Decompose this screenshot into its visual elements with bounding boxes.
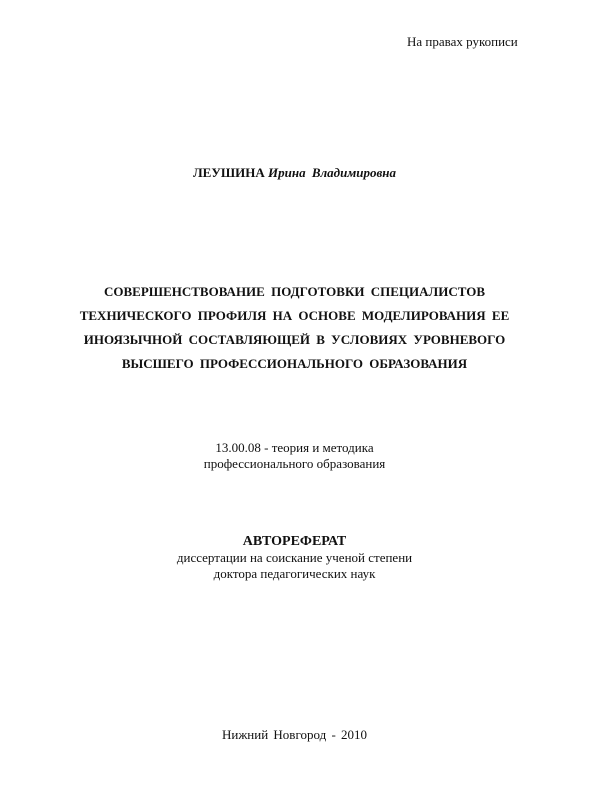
place-and-year: Нижний Новгород - 2010	[221, 727, 368, 742]
author-surname: ЛЕУШИНА	[192, 165, 265, 180]
specialty-code	[0, 440, 589, 472]
manuscript-rights-note: На правах рукописи	[407, 34, 518, 49]
title-line: ТЕХНИЧЕСКОГО ПРОФИЛЯ НА ОСНОВЕ МОДЕЛИРОВАНИЯ ЕЕ	[79, 308, 510, 323]
author-name	[0, 165, 589, 181]
abstract-block	[0, 533, 589, 582]
abstract-heading: АВТОРЕФЕРАТ	[242, 534, 347, 549]
title-line: ВЫСШЕГО ПРОФЕССИОНАЛЬНОГО ОБРАЗОВАНИЯ	[121, 356, 468, 371]
abstract-line-1: диссертации на соискание ученой степени	[176, 550, 413, 565]
author-given-names: Ирина Владимировна	[268, 165, 397, 180]
title-line: СОВЕРШЕНСТВОВАНИЕ ПОДГОТОВКИ СПЕЦИАЛИСТОВ	[104, 284, 485, 299]
dissertation-title	[0, 280, 589, 376]
abstract-line-2: доктора педагогических наук	[213, 566, 376, 581]
specialty-line-2: профессионального образования	[203, 456, 386, 471]
title-line: ИНОЯЗЫЧНОЙ СОСТАВЛЯЮЩЕЙ В УСЛОВИЯХ УРОВНЕВОГО	[83, 332, 506, 347]
specialty-line-1: 13.00.08 - теория и методика	[215, 440, 374, 455]
